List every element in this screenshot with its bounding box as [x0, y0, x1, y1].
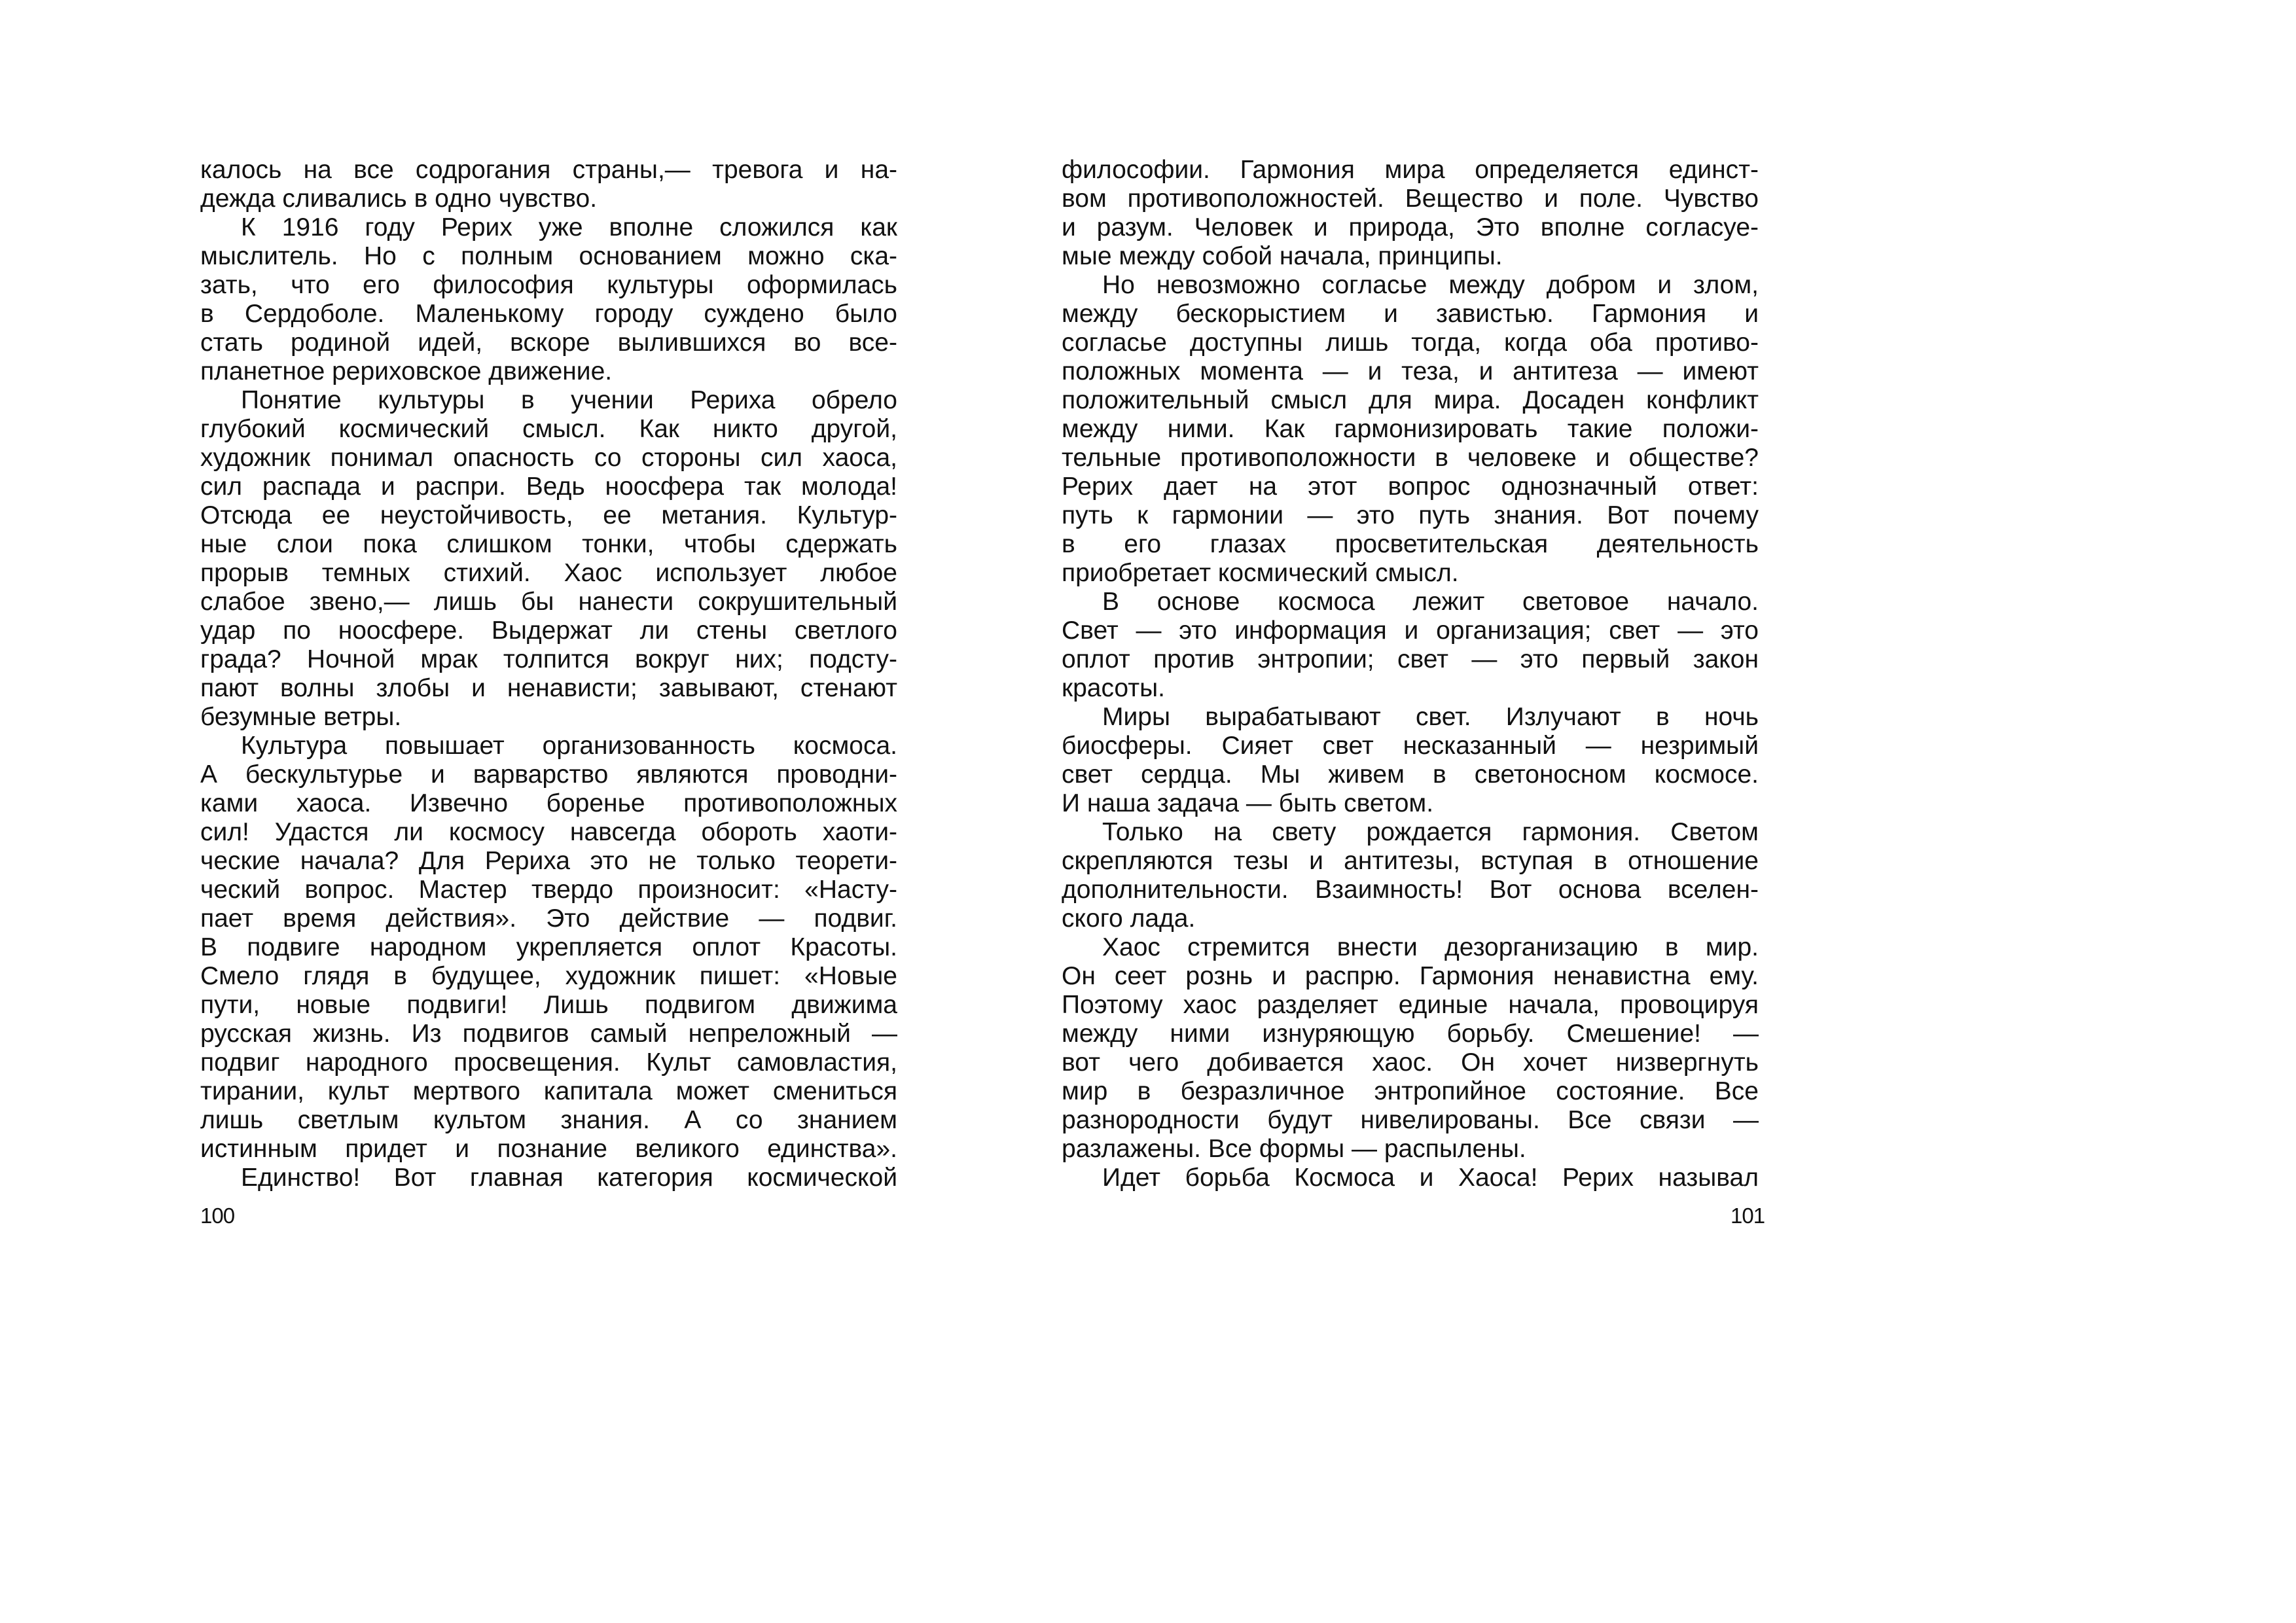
text-line: красоты.	[1062, 674, 1165, 702]
text-line: скрепляются тезы и антитезы, вступая в отношение	[1062, 847, 1759, 875]
text-line: Он сеет рознь и распрю. Гармония ненавистна ему.	[1062, 962, 1759, 990]
text-line: Только на свету рождается гармония. Светом	[1102, 818, 1759, 846]
text-line: оплот против энтропии; свет — это первый закон	[1062, 645, 1759, 673]
text-line: разлажены. Все формы — распылены.	[1062, 1135, 1526, 1163]
text-line: Единство! Вот главная категория космической	[241, 1164, 897, 1192]
text-line: положных момента — и теза, и антитеза — имеют	[1062, 357, 1759, 385]
text-line: А бескультурье и варварство являются проводни-	[200, 760, 897, 789]
text-line: дежда сливались в одно чувство.	[200, 185, 598, 213]
text-line: сил распада и распри. Ведь ноосфера так молода!	[200, 473, 897, 501]
text-line: ческие начала? Для Рериха это не только теорети-	[200, 847, 897, 875]
text-line: Миры вырабатывают свет. Излучают в ночь	[1102, 703, 1759, 731]
text-line: безумные ветры.	[200, 703, 402, 731]
text-line: глубокий космический смысл. Как никто другой,	[200, 415, 897, 443]
left-page-text	[200, 156, 897, 1192]
text-line: прорыв темных стихий. Хаос использует любое	[200, 559, 897, 587]
text-line: слабое звено,— лишь бы нанести сокрушительный	[200, 588, 897, 616]
text-line: в Сердоболе. Маленькому городу суждено было	[200, 300, 897, 328]
text-line: Рерих дает на этот вопрос однозначный ответ:	[1062, 473, 1759, 501]
text-line: мир в безразличное энтропийное состояние. Все	[1062, 1077, 1759, 1105]
text-line: К 1916 году Рерих уже вполне сложился как	[241, 213, 897, 241]
text-line: града? Ночной мрак толпится вокруг них; подсту-	[200, 645, 897, 673]
text-line: ные слои пока слишком тонки, чтобы сдержать	[200, 530, 897, 558]
text-line: Хаос стремится внести дезорганизацию в мир.	[1102, 933, 1759, 961]
text-line: В основе космоса лежит световое начало.	[1102, 588, 1759, 616]
text-line: между бескорыстием и завистью. Гармония и	[1062, 300, 1759, 328]
text-line: в его глазах просветительская деятельность	[1062, 530, 1759, 558]
text-line: вом противоположностей. Вещество и поле. Чувство	[1062, 185, 1759, 213]
text-line: планетное рериховское движение.	[200, 357, 613, 385]
text-line: ского лада.	[1062, 904, 1196, 933]
text-line: тельные противоположности в человеке и обществе?	[1062, 444, 1759, 472]
text-line: дополнительности. Взаимность! Вот основа вселен-	[1062, 876, 1759, 904]
text-line: ками хаоса. Извечно боренье противоположных	[200, 789, 897, 817]
text-line: В подвиге народном укрепляется оплот Красоты.	[200, 933, 897, 961]
text-line: Понятие культуры в учении Рериха обрело	[241, 386, 897, 414]
text-line: согласье доступны лишь тогда, когда оба противо-	[1062, 329, 1759, 357]
text-line: и разум. Человек и природа, Это вполне согласуе-	[1062, 213, 1759, 241]
text-line: пает время действия». Это действие — подвиг.	[200, 904, 897, 933]
text-line: Свет — это информация и организация; свет — это	[1062, 616, 1759, 645]
right-page-text	[1062, 156, 1759, 1192]
text-line: пают волны злобы и ненависти; завывают, стенают	[200, 674, 897, 702]
text-line: между ними изнуряющую борьбу. Смешение! —	[1062, 1020, 1759, 1048]
text-line: подвиг народного просвещения. Культ самовластия,	[200, 1048, 897, 1077]
text-line: приобретает космический смысл.	[1062, 559, 1459, 587]
text-line: Смело глядя в будущее, художник пишет: «Новые	[200, 962, 897, 990]
text-line: мые между собой начала, принципы.	[1062, 242, 1503, 270]
text-line: лишь светлым культом знания. А со знанием	[200, 1106, 897, 1134]
text-line: истинным придет и познание великого единства».	[200, 1135, 897, 1163]
text-line: русская жизнь. Из подвигов самый непреложный —	[200, 1020, 897, 1048]
text-line: тирании, культ мертвого капитала может смениться	[200, 1077, 897, 1105]
text-line: между ними. Как гармонизировать такие положи-	[1062, 415, 1759, 443]
text-line: Отсюда ее неустойчивость, ее метания. Культур-	[200, 501, 897, 529]
text-line: художник понимал опасность со стороны сил хаоса,	[200, 444, 897, 472]
text-line: биосферы. Сияет свет несказанный — незримый	[1062, 732, 1759, 760]
left-page-number: 100	[200, 1204, 235, 1228]
text-line: Поэтому хаос разделяет единые начала, провоцируя	[1062, 991, 1759, 1019]
text-line: вот чего добивается хаос. Он хочет низвергнуть	[1062, 1048, 1759, 1077]
text-line: Культура повышает организованность космоса.	[241, 732, 897, 760]
text-line: зать, что его философия культуры оформилась	[200, 271, 897, 299]
text-line: Идет борьба Космоса и Хаоса! Рерих называл	[1102, 1164, 1759, 1192]
text-line: пути, новые подвиги! Лишь подвигом движима	[200, 991, 897, 1019]
text-line: свет сердца. Мы живем в светоносном космосе.	[1062, 760, 1759, 789]
text-line: удар по ноосфере. Выдержат ли стены светлого	[200, 616, 897, 645]
text-line: мыслитель. Но с полным основанием можно ска-	[200, 242, 897, 270]
text-line: Но невозможно согласье между добром и злом,	[1102, 271, 1759, 299]
text-line: разнородности будут нивелированы. Все связи —	[1062, 1106, 1759, 1134]
text-line: калось на все содрогания страны,— тревога и на-	[200, 156, 897, 184]
text-line: сил! Удастся ли космосу навсегда обороть хаоти-	[200, 818, 897, 846]
text-line: стать родиной идей, вскоре вылившихся во все-	[200, 329, 897, 357]
text-line: философии. Гармония мира определяется единст-	[1062, 156, 1759, 184]
text-line: И наша задача — быть светом.	[1062, 789, 1434, 817]
text-line: ческий вопрос. Мастер твердо произносит: «Насту-	[200, 876, 897, 904]
right-page-number: 101	[1731, 1204, 1765, 1228]
text-line: путь к гармонии — это путь знания. Вот почему	[1062, 501, 1759, 529]
text-line: положительный смысл для мира. Досаден конфликт	[1062, 386, 1759, 414]
